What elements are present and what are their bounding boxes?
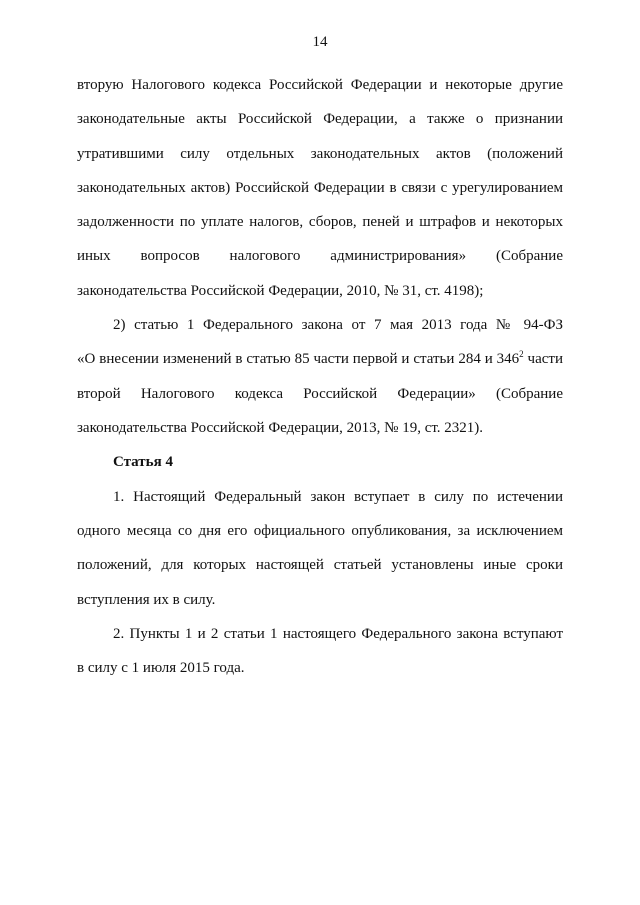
text-line: задолженности по уплате налогов, сборов, пеней и штрафов и некоторых <box>77 214 563 230</box>
text-line: одного месяца со дня его официального опубликования, за исключением <box>77 523 563 539</box>
text-line: законодательные акты Российской Федерации, а также о признании <box>77 111 563 127</box>
text-line: второй Налогового кодекса Российской Федерации» (Собрание <box>77 386 563 402</box>
page-number: 14 <box>312 34 328 50</box>
text-line: законодательства Российской Федерации, 2013, № 19, ст. 2321). <box>77 420 484 436</box>
text-line <box>77 350 563 368</box>
text-line: законодательства Российской Федерации, 2010, № 31, ст. 4198); <box>77 283 484 299</box>
text-fragment: «О внесении изменений в статью 85 части первой и статьи 284 и 346 <box>77 351 520 367</box>
text-line: утратившими силу отдельных законодательных актов (положений <box>77 146 563 162</box>
superscript: 2 <box>519 349 524 359</box>
text-line: законодательных актов) Российской Федерации в связи с урегулированием <box>77 180 563 196</box>
text-line: положений, для которых настоящей статьей установлены иные сроки <box>77 557 563 573</box>
text-line: вступления их в силу. <box>77 592 216 608</box>
text-line: 1. Настоящий Федеральный закон вступает в силу по истечении <box>113 489 563 505</box>
article-heading: Статья 4 <box>113 454 173 470</box>
text-fragment: части <box>523 351 563 367</box>
text-line: 2) статью 1 Федерального закона от 7 мая 2013 года № 94-ФЗ <box>113 317 563 333</box>
text-line: 2. Пункты 1 и 2 статьи 1 настоящего Федерального закона вступают <box>113 626 563 642</box>
text-line: вторую Налогового кодекса Российской Федерации и некоторые другие <box>77 77 563 93</box>
text-line: в силу с 1 июля 2015 года. <box>77 660 245 676</box>
text-line: иных вопросов налогового администрирования» (Собрание <box>77 248 563 264</box>
